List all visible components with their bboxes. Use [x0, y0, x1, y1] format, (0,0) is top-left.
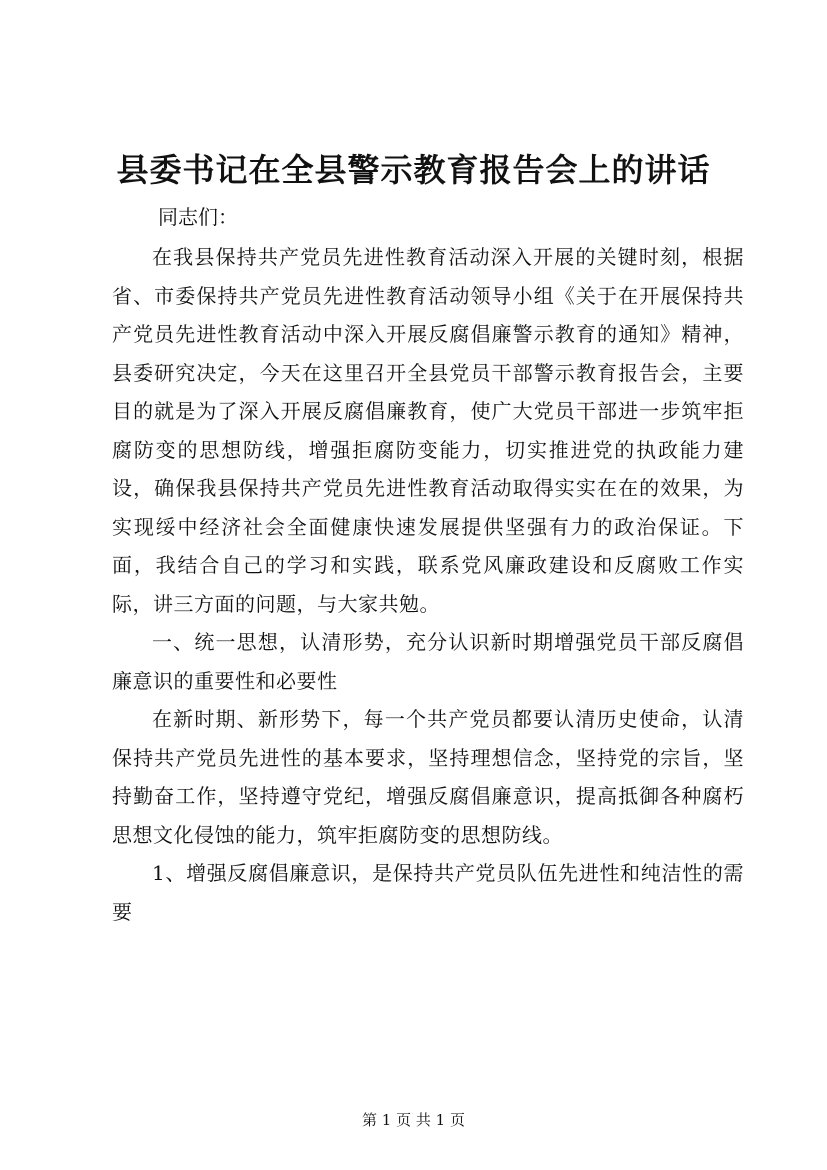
page-number: 第 1 页 共 1 页: [362, 1111, 465, 1129]
subsection-heading-1: 1、增强反腐倡廉意识，是保持共产党员队伍先进性和纯洁性的需要: [112, 861, 744, 924]
document-title: 县委书记在全县警示教育报告会上的讲话: [116, 151, 711, 189]
paragraph-section-1: 在新时期、新形势下，每一个共产党员都要认清历史使命，认清保持共产党员先进性的基本要求，坚持理想信念，坚持党的宗旨，坚持勤奋工作，坚持遵守党纪，增强反腐倡廉意识，提高抵御各种腐朽思想文化侵蚀的能力，筑牢拒腐防变的思想防线。: [112, 707, 744, 847]
document-body: [112, 238, 744, 931]
greeting: 同志们：: [158, 205, 238, 229]
paragraph-intro: 在我县保持共产党员先进性教育活动深入开展的关键时刻，根据省、市委保持共产党员先进性教育活动领导小组《关于在开展保持共产党员先进性教育活动中深入开展反腐倡廉警示教育的通知》精神，县委研究决定，今天在这里召开全县党员干部警示教育报告会，主要目的就是为了深入开展反腐倡廉教育，使广大党员干部进一步筑牢拒腐防变的思想防线，增强拒腐防变能力，切实推进党的执政能力建设，确保我县保持共产党员先进性教育活动取得实实在在的效果，为实现绥中经济社会全面健康快速发展提供坚强有力的政治保证。下面，我结合自己的学习和实践，联系党风廉政建设和反腐败工作实际，讲三方面的问题，与大家共勉。: [112, 245, 744, 616]
section-heading-1: 一、统一思想，认清形势，充分认识新时期增强党员干部反腐倡廉意识的重要性和必要性: [112, 630, 744, 693]
